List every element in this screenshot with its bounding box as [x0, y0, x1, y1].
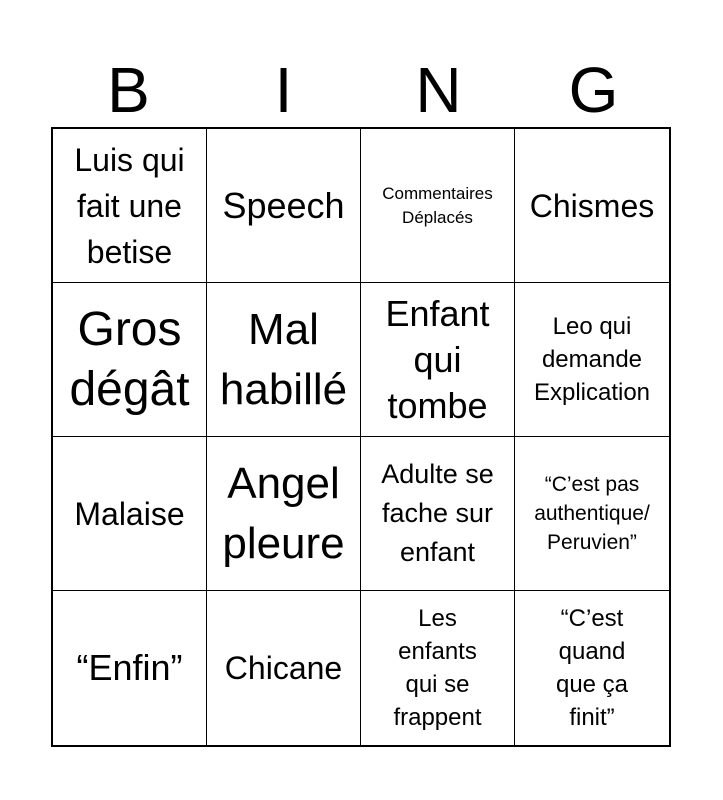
cell-text: “C’est quand que ça finit” [555, 605, 629, 731]
bingo-cell[interactable] [207, 129, 361, 283]
header-letter-b: B [107, 54, 150, 126]
bingo-cell[interactable] [515, 437, 669, 591]
header-letter-n: N [415, 54, 462, 126]
cell-text: Angel pleure [222, 458, 345, 568]
bingo-cell[interactable] [515, 129, 669, 283]
header-letter-i: I [274, 54, 293, 126]
cell-text: Speech [222, 184, 345, 226]
cell-text: “C’est pas authentique/ Peruvien” [534, 473, 650, 554]
header-letter-g: G [568, 54, 619, 126]
bingo-cell[interactable] [361, 129, 515, 283]
cell-text: Commentaires Déplacés [382, 183, 493, 227]
bingo-cell[interactable] [207, 437, 361, 591]
cell-text: Malaise [74, 495, 185, 532]
bingo-header [51, 52, 671, 128]
bingo-cell[interactable] [53, 283, 207, 437]
bingo-cell[interactable] [53, 129, 207, 283]
bingo-cell[interactable] [53, 591, 207, 745]
cell-text: Mal habillé [219, 304, 348, 414]
cell-text: Gros dégât [69, 302, 190, 416]
bingo-cell[interactable] [361, 591, 515, 745]
bingo-cell[interactable] [515, 283, 669, 437]
bingo-cell[interactable] [207, 283, 361, 437]
cell-text: Luis qui fait une betise [74, 141, 185, 270]
cell-text: Chismes [529, 187, 655, 224]
cell-text: “Enfin” [76, 647, 183, 688]
bingo-cell[interactable] [361, 437, 515, 591]
cell-text: Adulte se fache sur enfant [381, 459, 494, 567]
cell-text: Chicane [224, 650, 343, 686]
bingo-cell[interactable] [515, 591, 669, 745]
bingo-cell[interactable] [361, 283, 515, 437]
cell-text: Enfant qui tombe [385, 292, 490, 426]
bingo-cell[interactable] [207, 591, 361, 745]
cell-text: Leo qui demande Explication [533, 313, 651, 406]
bingo-board [51, 127, 671, 747]
bingo-cell[interactable] [53, 437, 207, 591]
cell-text: Les enfants qui se frappent [393, 605, 482, 731]
